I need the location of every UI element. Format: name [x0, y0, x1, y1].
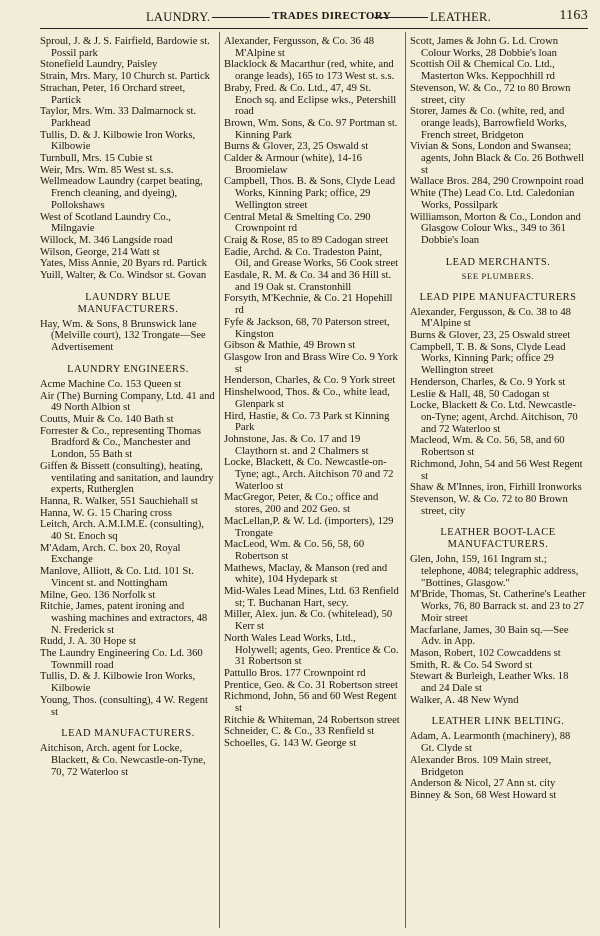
column-2 — [224, 32, 400, 750]
directory-entry: The Laundry Engineering Co. Ld. 360 Townmill road — [40, 648, 203, 671]
directory-entry: Walker, A. 48 New Wynd — [410, 694, 519, 706]
directory-entry: Sproul, J. & J. S. Fairfield, Bardowie st. Possil park — [40, 36, 210, 59]
directory-entry: Smith, R. & Co. 54 Sword st — [410, 659, 533, 671]
directory-entry: Alexander, Fergusson, & Co. 38 to 48 M'Alpine st — [410, 306, 571, 330]
directory-entry: Hanna, W. G. 15 Charing cross — [40, 507, 172, 519]
directory-entry: Eadie, Archd. & Co. Tradeston Paint, Oil, and Grease Works, 56 Cook street — [224, 246, 399, 270]
directory-entry: Johnstone, Jas. & Co. 17 and 19 Claythorn st. and 2 Chalmers st — [224, 433, 369, 457]
section-heading: LEAD MERCHANTS. — [445, 256, 551, 268]
directory-entry: White (The) Lead Co. Ltd. Caledonian Works, Possilpark — [410, 188, 575, 211]
directory-entry: Alexander Bros. 109 Main street, Bridgeton — [410, 754, 552, 778]
directory-entry: Yuill, Walter, & Co. Windsor st. Govan — [40, 270, 207, 282]
directory-entry: Leslie & Hall, 48, 50 Cadogan st — [410, 388, 550, 400]
directory-entry: Wellmeadow Laundry (carpet beating, French cleaning, and dyeing), Pollokshaws — [40, 176, 203, 211]
directory-entry: Blacklock & Macarthur (red, white, and orange leads), 165 to 173 West st. s.s. — [224, 59, 395, 83]
directory-entry: Acme Machine Co. 153 Queen st — [40, 378, 182, 390]
directory-entry: Burns & Glover, 23, 25 Oswald st — [224, 141, 369, 153]
column-divider-2 — [405, 32, 406, 928]
directory-entry: Prentice, Geo. & Co. 31 Robertson street — [224, 679, 398, 691]
directory-entry: Storer, James & Co. (white, red, and orange leads), Barrowfield Works, French street, Bridgeton — [410, 106, 567, 141]
directory-entry: MacLellan,P. & W. Ld. (importers), 129 Trongate — [224, 515, 394, 539]
directory-entry: Hay, Wm. & Sons, 8 Brunswick lane (Melville court), 132 Trongate—See Advertisement — [40, 318, 206, 354]
directory-entry: Mason, Robert, 102 Cowcaddens st — [410, 647, 561, 659]
directory-entry: Gibson & Mathie, 49 Brown st — [224, 340, 356, 352]
directory-entry: Fyfe & Jackson, 68, 70 Paterson street, Kingston — [224, 316, 390, 340]
section-heading: LEAD PIPE MANUFACTURERS — [419, 291, 577, 303]
directory-entry: Glen, John, 159, 161 Ingram st.; telephone, 4084; telegraphic address, "Bottines, Glasgow." — [410, 554, 579, 589]
directory-entry: Air (The) Burning Company, Ltd. 41 and 49 North Albion st — [40, 390, 215, 414]
directory-entry: Aitchison, Arch. agent for Locke, Blackett, & Co. Newcastle-on-Tyne, 70, 72 Waterloo st — [40, 743, 206, 778]
directory-entry: Henderson, Charles, & Co. 9 York st — [410, 376, 566, 388]
directory-entry: Weir, Mrs. Wm. 85 West st. s.s. — [40, 164, 174, 176]
section-heading: LEAD MANUFACTURERS. — [61, 728, 195, 740]
directory-entry: Young, Thos. (consulting), 4 W. Regent st — [40, 694, 208, 718]
directory-entry: Leitch, Arch. A.M.I.M.E. (consulting), 40 St. Enoch sq — [40, 519, 204, 543]
header-center: TRADES DIRECTORY — [272, 10, 391, 22]
directory-entry: Williamson, Morton & Co., London and Glasgow Colour Wks., 349 to 361 Dobbie's loan — [410, 211, 581, 246]
section-heading: LEATHER BOOT-LACE MANUFACTURERS. — [440, 527, 556, 551]
directory-entry: Milne, Geo. 136 Norfolk st — [40, 589, 156, 601]
directory-entry: Locke, Blackett & Co. Ltd. Newcastle-on-Tyne; agent, Archd. Aitchison, 70 and 72 Waterloo st — [410, 400, 578, 435]
directory-entry: Hinshelwood, Thos. & Co., white lead, Glenpark st — [224, 387, 390, 410]
directory-entry: Hanna, R. Walker, 551 Sauchiehall st — [40, 495, 198, 507]
directory-entry: Shaw & M'Innes, iron, Firhill Ironworks — [410, 482, 582, 494]
section-heading: LAUNDRY BLUE MANUFACTURERS. — [77, 291, 179, 315]
directory-entry: Giffen & Bissett (consulting), heating, ventilating and sanitation, and laundry experts, Rutherglen — [40, 460, 214, 496]
directory-entry: Coutts, Muir & Co. 140 Bath st — [40, 413, 174, 425]
directory-entry: M'Adam, Arch. C. box 20, Royal Exchange — [40, 542, 181, 566]
header-rule — [40, 28, 588, 29]
directory-entry: Glasgow Iron and Brass Wire Co. 9 York st — [224, 351, 398, 375]
column-divider-1 — [219, 32, 220, 928]
directory-entry: Miller, Alex. jun. & Co. (whitelead), 50 Kerr st — [224, 609, 393, 633]
directory-entry: Schoelles, G. 143 W. George st — [224, 738, 357, 750]
directory-entry: MacGregor, Peter, & Co.; office and stores, 200 and 202 Geo. st — [224, 492, 379, 516]
directory-entry: Locke, Blackett, & Co. Newcastle-on-Tyne; agt., Arch. Aitchison 70 and 72 Waterloo st — [224, 457, 394, 492]
directory-entry: Stevenson, W. & Co. 72 to 80 Brown street, city — [410, 493, 568, 517]
directory-entry: Stevenson, W. & Co., 72 to 80 Brown street, city — [410, 82, 571, 106]
header-dash-right — [374, 17, 428, 18]
directory-entry: Mid-Wales Lead Mines, Ltd. 63 Renfield st; T. Buchanan Hart, secy. — [224, 586, 399, 609]
directory-entry: Forsyth, M'Kechnie, & Co. 21 Hopehill rd — [224, 293, 393, 317]
directory-entry: Stewart & Burleigh, Leather Wks. 18 and 24 Dale st — [410, 671, 569, 695]
directory-entry: Strain, Mrs. Mary, 10 Church st. Partick — [40, 71, 210, 83]
directory-entry: Mathews, Maclay, & Manson (red and white), 104 Hydepark st — [224, 562, 388, 586]
directory-entry: Schneider, C. & Co., 33 Renfield st — [224, 726, 375, 738]
directory-entry: Ritchie & Whiteman, 24 Robertson street — [224, 714, 400, 726]
directory-entry: Pattullo Bros. 177 Crownpoint rd — [224, 667, 366, 679]
section-heading: LAUNDRY ENGINEERS. — [67, 363, 189, 375]
directory-entry: Stonefield Laundry, Paisley — [40, 59, 158, 71]
header-right: LEATHER. — [430, 10, 492, 24]
page-number: 1163 — [559, 8, 588, 23]
directory-entry: Turnbull, Mrs. 15 Cubie st — [40, 153, 153, 165]
directory-entry: Taylor, Mrs. Wm. 33 Dalmarnock st. Parkhead — [40, 106, 197, 129]
column-1 — [40, 32, 216, 778]
directory-entry: Macfarlane, James, 30 Bain sq.—See Adv. in App. — [410, 624, 569, 648]
directory-entry: North Wales Lead Works, Ltd., Holywell; agents, Geo. Prentice & Co. 31 Robertson st — [224, 632, 399, 668]
header-left: LAUNDRY. — [146, 10, 211, 24]
directory-entry: Alexander, Fergusson, & Co. 36 48 M'Alpine st — [224, 36, 375, 59]
directory-entry: Anderson & Nicol, 27 Ann st. city — [410, 778, 556, 790]
directory-entry: Scottish Oil & Chemical Co. Ltd., Masterton Wks. Keppochhill rd — [410, 59, 555, 83]
directory-entry: Central Metal & Smelting Co. 290 Crownpoint rd — [224, 211, 371, 235]
directory-entry: Ritchie, James, patent ironing and washing machines and extractors, 48 N. Frederick st — [40, 601, 208, 636]
directory-entry: Wilson, George, 214 Watt st — [40, 246, 160, 258]
directory-entry: Adam, A. Learmonth (machinery), 88 Gt. Clyde st — [410, 731, 571, 755]
directory-entry: Yates, Miss Annie, 20 Byars rd. Partick — [40, 258, 207, 270]
directory-entry: M'Bride, Thomas, St. Catherine's Leather Works, 76, 80 Barrack st. and 23 to 27 Moir street — [410, 589, 586, 624]
column-3 — [410, 32, 586, 802]
directory-entry: Strachan, Peter, 16 Orchard street, Partick — [40, 82, 186, 106]
directory-entry: Rudd, J. A. 30 Hope st — [40, 636, 136, 648]
directory-entry: Calder & Armour (white), 14-16 Broomielaw — [224, 153, 362, 176]
directory-entry: Henderson, Charles, & Co. 9 York street — [224, 375, 396, 387]
directory-entry: Craig & Rose, 85 to 89 Cadogan street — [224, 234, 389, 246]
directory-entry: West of Scotland Laundry Co., Milngavie — [40, 211, 171, 235]
directory-entry: MacLeod, Wm. & Co. 56, 58, 60 Robertson st — [224, 539, 365, 562]
page-header — [40, 6, 588, 28]
directory-entry: Manlove, Alliott, & Co. Ltd. 101 St. Vincent st. and Nottingham — [40, 566, 194, 589]
section-subheading: SEE PLUMBERS. — [461, 270, 535, 281]
directory-entry: Campbell, Thos. B. & Sons, Clyde Lead Works, Kinning Park; office, 29 Wellington street — [224, 176, 396, 211]
directory-entry: Tullis, D. & J. Kilbowie Iron Works, Kilbowie — [40, 671, 196, 695]
directory-entry: Scott, James & John G. Ld. Crown Colour Works, 28 Dobbie's loan — [410, 36, 559, 59]
header-dash-left — [212, 17, 270, 18]
directory-entry: Braby, Fred. & Co. Ltd., 47, 49 St. Enoch sq. and Eclipse wks., Petershill road — [224, 82, 397, 118]
directory-entry: Forrester & Co., representing Thomas Bradford & Co., Manchester and London, 55 Bath st — [40, 425, 202, 461]
directory-entry: Campbell, T. B. & Sons, Clyde Lead Works, Kinning Park; office 29 Wellington street — [410, 341, 566, 377]
directory-entry: Wallace Bros. 284, 290 Crownpoint road — [410, 176, 584, 188]
directory-entry: Vivian & Sons, London and Swansea; agents, John Black & Co. 26 Bothwell st — [410, 141, 585, 176]
directory-entry: Richmond, John, 54 and 56 West Regent st — [410, 458, 583, 482]
directory-entry: Hird, Hastie, & Co. 73 Park st Kinning Park — [224, 410, 390, 434]
directory-entry: Binney & Son, 68 West Howard st — [410, 789, 557, 801]
directory-entry: Richmond, John, 56 and 60 West Regent st — [224, 691, 397, 715]
directory-entry: Easdale, R. M. & Co. 34 and 36 Hill st. and 19 Oak st. Cranstonhill — [224, 270, 392, 293]
directory-entry: Brown, Wm. Sons, & Co. 97 Portman st. Kinning Park — [224, 117, 398, 141]
directory-entry: Willock, M. 346 Langside road — [40, 234, 173, 246]
section-heading: LEATHER LINK BELTING. — [431, 716, 565, 728]
directory-entry: Macleod, Wm. & Co. 56, 58, and 60 Robertson st — [410, 435, 565, 459]
directory-entry: Tullis, D. & J. Kilbowie Iron Works, Kilbowie — [40, 129, 196, 153]
directory-entry: Burns & Glover, 23, 25 Oswald street — [410, 330, 571, 342]
